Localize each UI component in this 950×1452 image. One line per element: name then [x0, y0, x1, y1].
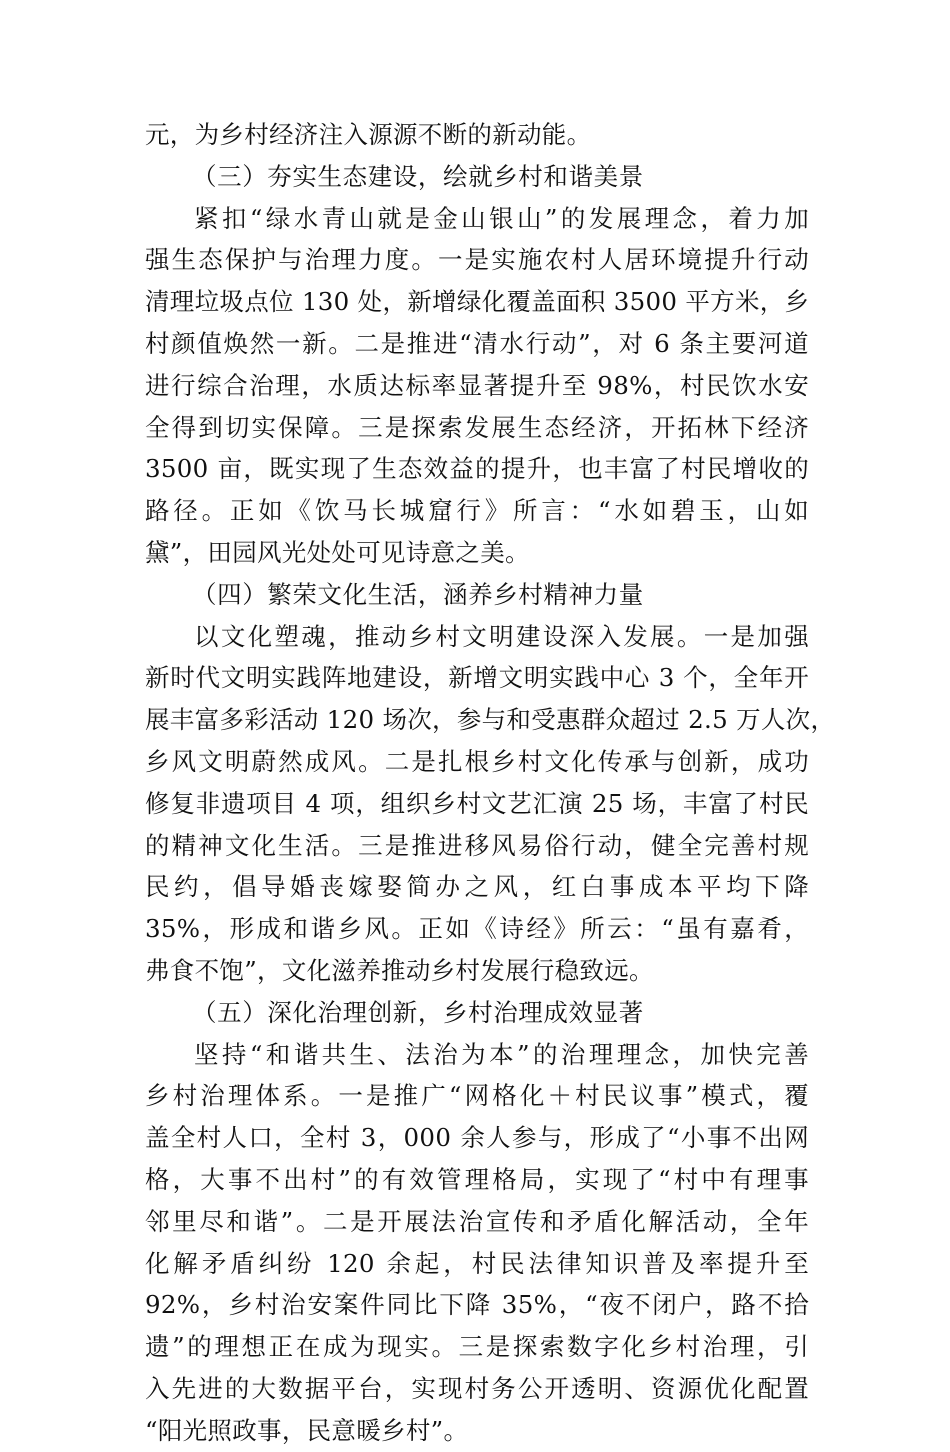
section-heading: （三）夯实生态建设，绘就乡村和谐美景 [192, 161, 644, 191]
paragraph-line: 强生态保护与治理力度。一是实施农村人居环境提升行动 [145, 245, 809, 275]
paragraph-line: 村颜值焕然一新。二是推进“清水行动”，对 6 条主要河道 [145, 328, 809, 358]
paragraph-line: 盖全村人口，全村 3，000 余人参与，形成了“小事不出网 [145, 1123, 809, 1153]
paragraph-line: 紧扣“绿水青山就是金山银山”的发展理念，着力加 [194, 203, 809, 233]
paragraph-line: 黛”，田园风光处处可见诗意之美。 [145, 537, 530, 567]
paragraph-line: 邻里尽和谐”。二是开展法治宣传和矛盾化解活动，全年 [145, 1206, 809, 1236]
paragraph-line: 入先进的大数据平台，实现村务公开透明、资源优化配置 [145, 1373, 809, 1403]
paragraph-line: 修复非遗项目 4 项，组织乡村文艺汇演 25 场，丰富了村民 [145, 788, 809, 818]
paragraph-line: 遗”的理想正在成为现实。三是探索数字化乡村治理，引 [145, 1332, 809, 1362]
paragraph-line: 民约，倡导婚丧嫁娶简办之风，红白事成本平均下降 [145, 872, 809, 902]
paragraph-line: 3500 亩，既实现了生态效益的提升，也丰富了村民增收的 [145, 454, 809, 484]
paragraph-line: 以文化塑魂，推动乡村文明建设深入发展。一是加强 [194, 621, 809, 651]
paragraph-line: 92%，乡村治安案件同比下降 35%，“夜不闭户，路不拾 [145, 1290, 809, 1320]
paragraph-line: 35%，形成和谐乡风。正如《诗经》所云：“虽有嘉肴， [145, 914, 809, 944]
paragraph-line: 全得到切实保障。三是探索发展生态经济，开拓林下经济 [145, 412, 809, 442]
section-heading: （四）繁荣文化生活，涵养乡村精神力量 [192, 579, 644, 609]
paragraph-line: 元，为乡村经济注入源源不断的新动能。 [145, 120, 592, 149]
document-body [145, 114, 836, 1452]
paragraph-line: 的精神文化生活。三是推进移风易俗行动，健全完善村规 [145, 830, 809, 860]
paragraph-line: 坚持“和谐共生、法治为本”的治理理念，加快完善 [194, 1039, 809, 1069]
paragraph-line: 路径。正如《饮马长城窟行》所言：“水如碧玉，山如 [145, 496, 809, 526]
paragraph-line: 格，大事不出村”的有效管理格局，实现了“村中有理事 [145, 1164, 809, 1194]
paragraph-line: 乡风文明蔚然成风。二是扎根乡村文化传承与创新，成功 [145, 746, 809, 776]
paragraph-line: 新时代文明实践阵地建设，新增文明实践中心 3 个，全年开 [145, 663, 809, 693]
paragraph-line: 展丰富多彩活动 120 场次，参与和受惠群众超过 2.5 万人次， [145, 705, 836, 735]
paragraph-line: 弗食不饱”，文化滋养推动乡村发展行稳致远。 [145, 955, 654, 985]
section-heading: （五）深化治理创新，乡村治理成效显著 [192, 997, 644, 1027]
paragraph-line: “阳光照政事，民意暖乡村”。 [145, 1415, 469, 1445]
paragraph-line: 化解矛盾纠纷 120 余起，村民法律知识普及率提升至 [145, 1248, 809, 1278]
paragraph-line: 进行综合治理，水质达标率显著提升至 98%，村民饮水安 [145, 370, 809, 400]
paragraph-line: 乡村治理体系。一是推广“网格化＋村民议事”模式，覆 [145, 1081, 809, 1111]
paragraph-line: 清理垃圾点位 130 处，新增绿化覆盖面积 3500 平方米，乡 [145, 287, 810, 317]
